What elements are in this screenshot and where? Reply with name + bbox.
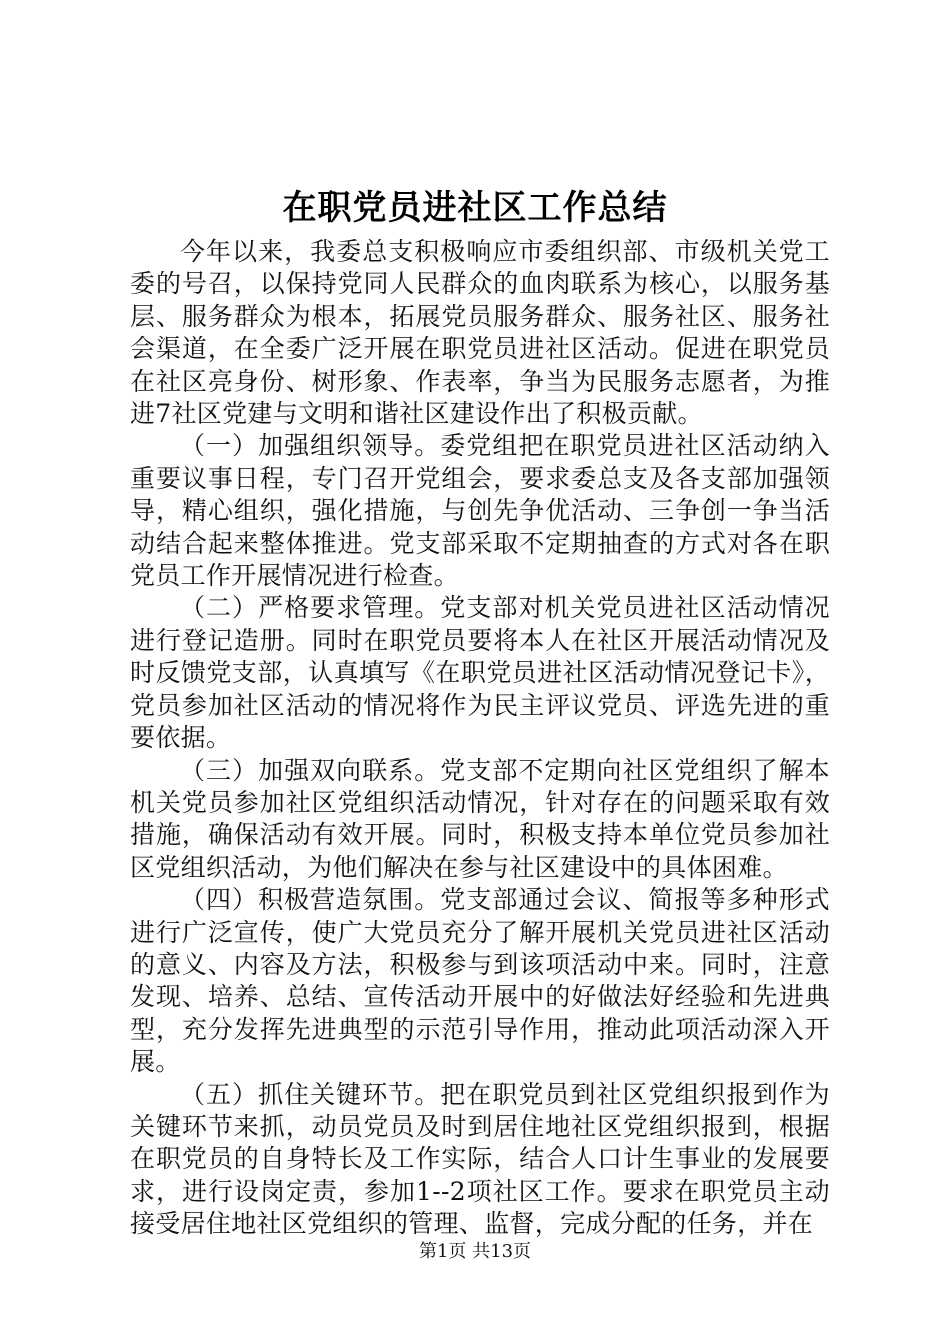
document-body <box>130 236 830 1241</box>
paragraph-intro: 今年以来，我委总支积极响应市委组织部、市级机关党工委的号召，以保持党同人民群众的血肉联系为核心，以服务基层、服务群众为根本，拓展党员服务群众、服务社区、服务社会渠道，在全委广泛开展在职党员进社区活动。促进在职党员在社区亮身份、树形象、作表率，争当为民服务志愿者，为推进7社区党建与文明和谐社区建设作出了积极贡献。 <box>130 237 830 429</box>
paragraph-section-5: （五）抓住关键环节。把在职党员到社区党组织报到作为关键环节来抓，动员党员及时到居住地社区党组织报到，根据在职党员的自身特长及工作实际，结合人口计生事业的发展要求，进行设岗定责，参加1--2项社区工作。要求在职党员主动接受居住地社区党组织的管理、监督，完成分配的任务，并在 <box>130 1079 830 1239</box>
paragraph-section-1: （一）加强组织领导。委党组把在职党员进社区活动纳入重要议事日程，专门召开党组会，要求委总支及各支部加强领导，精心组织，强化措施，与创先争优活动、三争创一争当活动结合起来整体推进。党支部采取不定期抽查的方式对各在职党员工作开展情况进行检查。 <box>130 431 830 591</box>
paragraph-section-3: （三）加强双向联系。党支部不定期向社区党组织了解本机关党员参加社区党组织活动情况，针对存在的问题采取有效措施，确保活动有效开展。同时，积极支持本单位党员参加社区党组织活动，为他们解决在参与社区建设中的具体困难。 <box>130 755 830 882</box>
paragraph-section-2: （二）严格要求管理。党支部对机关党员进社区活动情况进行登记造册。同时在职党员要将本人在社区开展活动情况及时反馈党支部，认真填写《在职党员进社区活动情况登记卡》，党员参加社区活动的情况将作为民主评议党员、评选先进的重要依据。 <box>130 593 830 753</box>
paragraph-section-4: （四）积极营造氛围。党支部通过会议、简报等多种形式进行广泛宣传，使广大党员充分了解开展机关党员进社区活动的意义、内容及方法，积极参与到该项活动中来。同时，注意发现、培养、总结、宣传活动开展中的好做法好经验和先进典型，充分发挥先进典型的示范引导作用，推动此项活动深入开展。 <box>130 885 830 1077</box>
page-number-footer: 第1页 共13页 <box>418 1241 532 1262</box>
document-title: 在职党员进社区工作总结 <box>282 188 668 228</box>
